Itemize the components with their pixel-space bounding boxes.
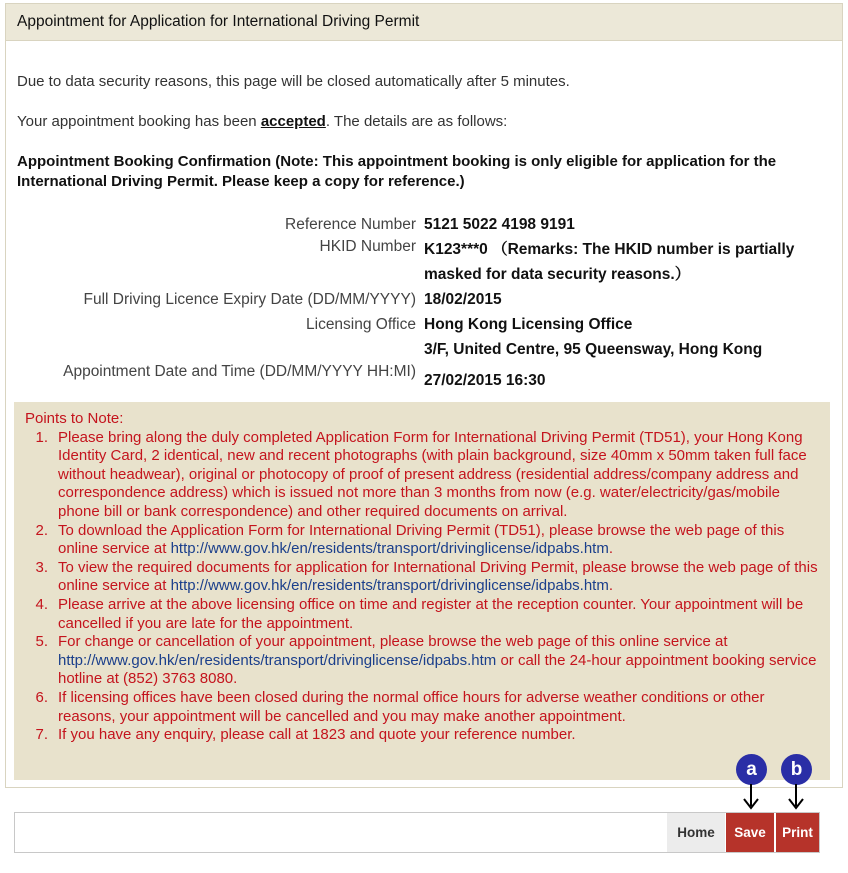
hkid-row	[17, 237, 829, 287]
arrow-down-icon	[741, 784, 761, 812]
confirmation-heading: Appointment Booking Confirmation (Note: This appointment booking is only eligible for application for the International Driving Permit. Please keep a copy for reference.)	[17, 153, 777, 190]
points-to-note	[14, 402, 830, 780]
note-text	[58, 633, 820, 689]
note-text-before: To view the required documents for application for International Driving Permit, please browse the web page of this online service at	[58, 558, 818, 595]
note-number: 6.	[35, 688, 48, 706]
expiry-row	[17, 287, 829, 312]
note-text	[58, 559, 820, 596]
office-label: Licensing Office	[306, 316, 416, 333]
security-notice: Due to data security reasons, this page will be closed automatically after 5 minutes.	[17, 73, 570, 90]
expiry-label: Full Driving Licence Expiry Date (DD/MM/YYYY)	[83, 291, 416, 308]
appointment-label: Appointment Date and Time (DD/MM/YYYY HH:MI)	[63, 363, 416, 380]
note-number: 4.	[35, 595, 48, 613]
notes-title: Points to Note:	[25, 410, 124, 427]
arrow-down-icon	[786, 784, 806, 812]
office-name: Hong Kong Licensing Office	[424, 316, 633, 333]
callout-marker-a: a	[736, 754, 767, 785]
expiry-value: 18/02/2015	[424, 291, 502, 308]
hkid-label: HKID Number	[319, 238, 416, 255]
idp-web-page-link[interactable]: http://www.gov.hk/en/residents/transport/drivinglicense/idpabs.htm	[170, 540, 609, 558]
note-text	[58, 522, 820, 559]
accepted-suffix: . The details are as follows:	[325, 113, 508, 130]
reference-value: 5121 5022 4198 9191	[424, 216, 575, 233]
idp-web-page-link[interactable]: http://www.gov.hk/en/residents/transport/drivinglicense/idpabs.htm	[170, 577, 609, 595]
accepted-message	[17, 113, 507, 130]
office-address: 3/F, United Centre, 95 Queensway, Hong Kong	[424, 341, 763, 358]
hkid-value: K123***0 （Remarks: The HKID number is partially masked for data security reasons.）	[424, 241, 795, 283]
note-number: 2.	[35, 521, 48, 539]
print-button[interactable]: Print	[775, 813, 819, 852]
note-text-before: For change or cancellation of your appointment, please browse the web page of this online service at	[58, 633, 728, 651]
note-text: Please bring along the duly completed Application Form for International Driving Permit (TD51), your Hong Kong Identity Card, 2 identical, new and recent photographs (with plain background, size 40mm x 50mm taken full face without headwear), original or photocopy of proof of present address (residential address/company address and correspondence address) which is issued not more than 3 months from now (e.g. water/electricity/gas/mobile phone bill or bank correspondence) and other required documents on arrival.	[58, 428, 807, 520]
note-number: 7.	[35, 726, 48, 744]
callout-marker-b: b	[781, 754, 812, 785]
note-number: 1.	[35, 428, 48, 446]
reference-label: Reference Number	[285, 216, 416, 233]
note-item	[25, 429, 820, 522]
note-text-after: or call the 24-hour appointment booking service hotline at (852) 3763 8080.	[58, 651, 817, 688]
note-text-after: .	[608, 577, 614, 595]
office-value	[424, 312, 829, 362]
home-button[interactable]: Home	[667, 813, 725, 852]
accepted-word: accepted	[260, 113, 326, 130]
note-item	[25, 633, 820, 689]
note-item	[25, 559, 820, 596]
note-item	[25, 596, 820, 633]
office-row	[17, 312, 829, 362]
note-text: If you have any enquiry, please call at 1823 and quote your reference number.	[58, 726, 576, 744]
appointment-row	[17, 362, 829, 402]
note-item	[25, 689, 820, 726]
booking-details	[17, 212, 829, 402]
save-button[interactable]: Save	[725, 813, 774, 852]
notes-list	[25, 429, 820, 745]
note-number: 5.	[35, 633, 48, 651]
action-toolbar	[14, 812, 820, 853]
note-text-after: .	[608, 540, 614, 558]
appointment-value: 27/02/2015 16:30	[424, 372, 546, 389]
note-text: If licensing offices have been closed during the normal office hours for adverse weather conditions or other reasons, your appointment will be cancelled and you may make another appointment.	[58, 688, 765, 725]
note-item	[25, 522, 820, 559]
accepted-prefix: Your appointment booking has been	[17, 113, 261, 130]
reference-row	[17, 212, 829, 237]
note-number: 3.	[35, 558, 48, 576]
note-text-before: To download the Application Form for International Driving Permit (TD51), please browse the web page of this online service at	[58, 521, 785, 558]
page-title: Appointment for Application for International Driving Permit	[6, 4, 842, 41]
note-text: Please arrive at the above licensing office on time and register at the reception counter. Your appointment will be cancelled if you are late for the appointment.	[58, 595, 804, 632]
idp-web-page-link[interactable]: http://www.gov.hk/en/residents/transport/drivinglicense/idpabs.htm	[58, 651, 497, 669]
note-item	[25, 726, 820, 745]
